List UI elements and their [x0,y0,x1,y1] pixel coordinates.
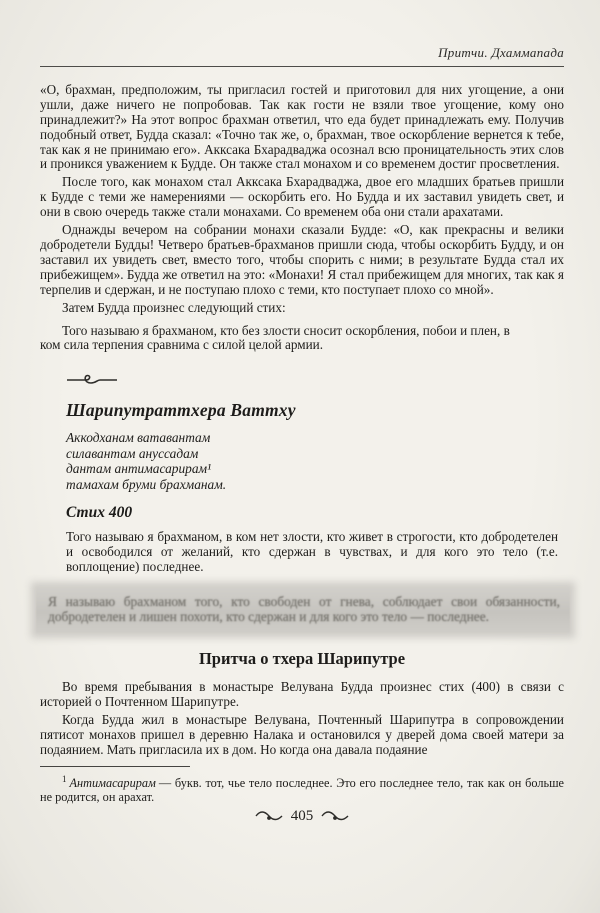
flourish-icon [66,373,118,391]
footer-ornament-left-icon [254,809,284,825]
footnote-rule [40,766,190,767]
section-title: Шарипутраттхера Ваттху [66,400,296,421]
footnote-text: — букв. тот, чье тело последнее. Это его последнее тело, так как он больше не родится, он арахат. [40,775,564,804]
pali-verse-section [66,373,564,575]
footnote-term: Антимасарирам [69,775,156,790]
page-footer [40,809,564,825]
verse-line: дантам антимасарирам¹ [66,461,212,477]
paragraph: Однажды вечером на собрании монахи сказали Будде: «О, как прекрасны и велики добродетели Будды! Четверо братьев-брахманов пришли сюда, чтобы оскорбить Будду, и он заставил их увидеть свет, вместо того, чтобы спорить с ними; в результате Будда стал их прибежищем». Будда же ответил на это: «Монахи! Я стал прибежищем для многих, так как я терпелив и сдержан, и не поступаю плохо с теми, кто поступает плохо со мной». [40,222,564,297]
paragraph: «О, брахман, предположим, ты пригласил гостей и приготовил для них угощение, а они ушли, даже ничего не попробовав. Так как гости не взяли твое угощение, кому оно принадлежит?» На этот вопрос брахман ответил, что еда будет принадлежать ему. Получив подобный ответ, Будда сказал: «Точно так же, о, брахман, твое оскорбление вернется к тебе, так как я не принимаю его». Акксака Бхарадваджа осознал всю проницательность этих слов и проникся уважением к Будде. Он также стал монахом и со временем достиг просветления. [40,81,564,172]
verse-line: силавантам ануссадам [66,445,199,461]
footnote-text-line [40,772,564,804]
page-number: 405 [290,808,314,825]
section-divider-ornament [66,373,564,387]
paragraph: Затем Будда произнес следующий стих: [62,299,286,315]
parable-paragraph: Когда Будда жил в монастыре Велувана, Почтенный Шарипутра в сопровождении пятисот монахов пришел в деревню Налака и остановился у дверей дома своей матери за подаянием. Мать пригласила их в дом. Но когда она давала подаяние [40,711,564,757]
parable-title: Притча о тхера Шарипутре [198,649,406,669]
footnote [40,766,564,804]
summary-quote-block: Я называю брахманом того, кто свободен от гнева, соблюдает свои обязанности, добродетелен и лишен похоти, кто сдержан и для кого это тело — последнее. [36,587,570,633]
verse-translation: Того называю я брахманом, в ком нет злости, кто живет в строгости, кто добродетелен и освободился от желаний, кто сдержан в чувствах, и для кого это тело (т.е. воплощение) последнее. [66,529,558,575]
parable-paragraph: Во время пребывания в монастыре Велувана Будда произнес стих (400) в связи с историей о Почтенном Шарипутре. [40,679,564,709]
verse-line: Аккодханам ватавантам [66,430,211,446]
paragraph: После того, как монахом стал Акксака Бхарадваджа, двое его младших братьев пришли к Будде с теми же намерениями — оскорбить его. Но Будда и их заставил увидеть свет, и они в свою очередь также стали монахами. Со временем оба они стали арахатами. [40,174,564,220]
verse-stanza: Того называю я брахманом, кто без злости сносит оскорбления, побои и плен, в ком сила терпения сравнима с силой целой армии. [40,322,510,353]
verse-line: тамахам бруми брахманам. [66,476,227,492]
running-title: Притчи. Дхаммапада [40,46,564,67]
verse-number-heading: Стих 400 [66,504,133,522]
footnote-marker: 1 [62,773,67,784]
footer-ornament-right-icon [320,809,350,825]
